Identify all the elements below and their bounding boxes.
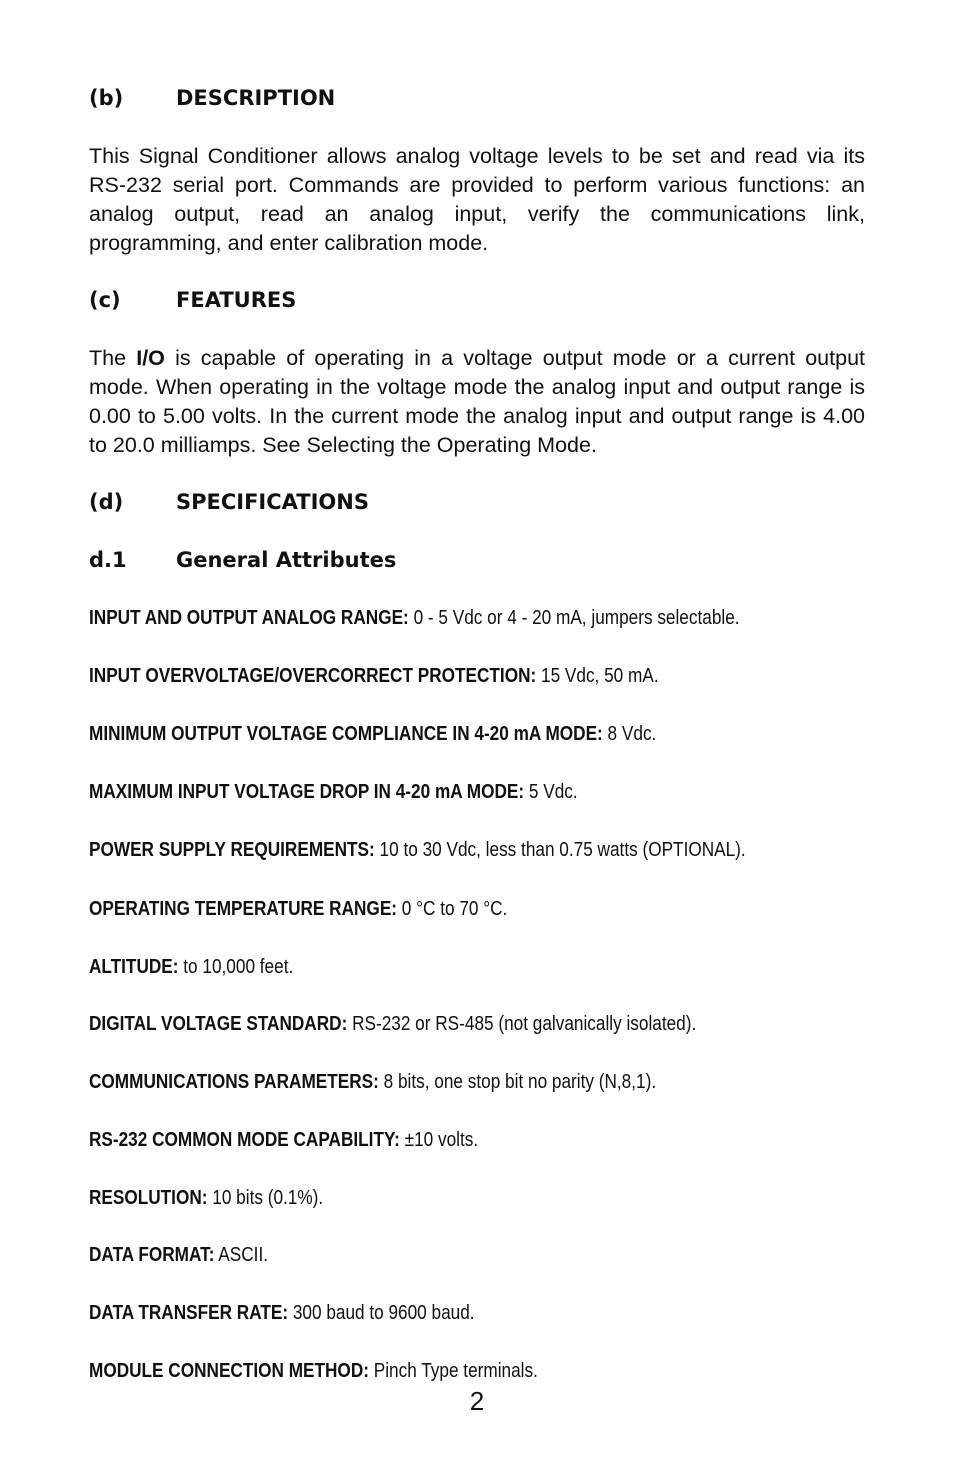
spec-label: RESOLUTION: [89,1187,208,1209]
spec-value: 0 - 5 Vdc or 4 - 20 mA, jumpers selectable. [408,607,740,629]
spec-label: MODULE CONNECTION METHOD: [89,1360,369,1382]
spec-label: DATA FORMAT: [89,1244,215,1266]
section-title: General Attributes [176,548,397,572]
spec-output-compliance [89,722,656,746]
spec-value: to 10,000 feet. [178,956,294,978]
spec-connection-method [89,1359,538,1383]
section-number: (d) [89,490,124,514]
spec-label: COMMUNICATIONS PARAMETERS: [89,1071,379,1093]
spec-data-format [89,1243,268,1267]
section-heading-general-attributes [89,548,396,572]
spec-common-mode-capability [89,1128,478,1152]
spec-power-supply [89,838,746,862]
spec-input-voltage-drop [89,780,578,804]
spec-altitude [89,955,293,979]
spec-value: ±10 volts. [399,1129,479,1151]
section-title: SPECIFICATIONS [176,490,369,514]
section-heading-features [89,288,296,312]
spec-label: OPERATING TEMPERATURE RANGE: [89,898,398,920]
page-number: 2 [469,1386,485,1416]
features-text-rest: is capable of operating in a voltage output mode or a current output mode. When operating in the voltage mode the analog input and output range is 0.00 to 5.00 volts. In the current mode the analog input and output range is 4.00 to 20.0 milliamps. See Selecting the Operating Mode. [89,346,865,457]
spec-value: 8 Vdc. [602,723,657,745]
spec-value: 15 Vdc, 50 mA. [536,665,659,687]
spec-label: RS-232 COMMON MODE CAPABILITY: [89,1129,400,1151]
section-title: FEATURES [176,288,297,312]
spec-label: ALTITUDE: [89,956,179,978]
section-title: DESCRIPTION [176,86,336,110]
spec-label: MINIMUM OUTPUT VOLTAGE COMPLIANCE IN 4-20 mA MODE: [89,723,603,745]
features-paragraph [89,344,865,460]
section-heading-description [89,86,335,110]
spec-label: INPUT AND OUTPUT ANALOG RANGE: [89,607,409,629]
spec-data-transfer-rate [89,1301,475,1325]
section-number: (b) [89,86,124,110]
section-number: (c) [89,288,121,312]
description-paragraph: This Signal Conditioner allows analog voltage levels to be set and read via its RS-232 serial port. Commands are provided to perform various functions: an analog output, read an analog input, verify the communications link, programming, and enter calibration mode. [89,144,865,255]
spec-label: DATA TRANSFER RATE: [89,1302,289,1324]
spec-digital-voltage-standard [89,1012,696,1036]
features-text-start: The [89,346,137,370]
spec-value: 0 °C to 70 °C. [397,898,508,920]
spec-value: 10 bits (0.1%). [207,1187,324,1209]
spec-value: Pinch Type terminals. [368,1360,538,1382]
section-heading-specifications [89,490,369,514]
spec-value: 300 baud to 9600 baud. [288,1302,475,1324]
spec-value: RS-232 or RS-485 (not galvanically isolated). [347,1013,697,1035]
spec-operating-temperature [89,897,507,921]
spec-resolution [89,1186,323,1210]
spec-label: INPUT OVERVOLTAGE/OVERCORRECT PROTECTION: [89,665,537,687]
spec-label: DIGITAL VOLTAGE STANDARD: [89,1013,348,1035]
spec-value: 8 bits, one stop bit no parity (N,8,1). [378,1071,657,1093]
spec-communications-parameters [89,1070,656,1094]
spec-value: 5 Vdc. [524,781,578,803]
spec-label: MAXIMUM INPUT VOLTAGE DROP IN 4-20 mA MODE: [89,781,525,803]
spec-value: ASCII. [214,1244,269,1266]
spec-overvoltage-protection [89,664,659,688]
spec-analog-range [89,606,740,630]
section-number: d.1 [89,548,127,572]
spec-label: POWER SUPPLY REQUIREMENTS: [89,839,375,861]
io-emphasis: I/O [136,346,165,370]
spec-value: 10 to 30 Vdc, less than 0.75 watts (OPTIONAL). [374,839,746,861]
